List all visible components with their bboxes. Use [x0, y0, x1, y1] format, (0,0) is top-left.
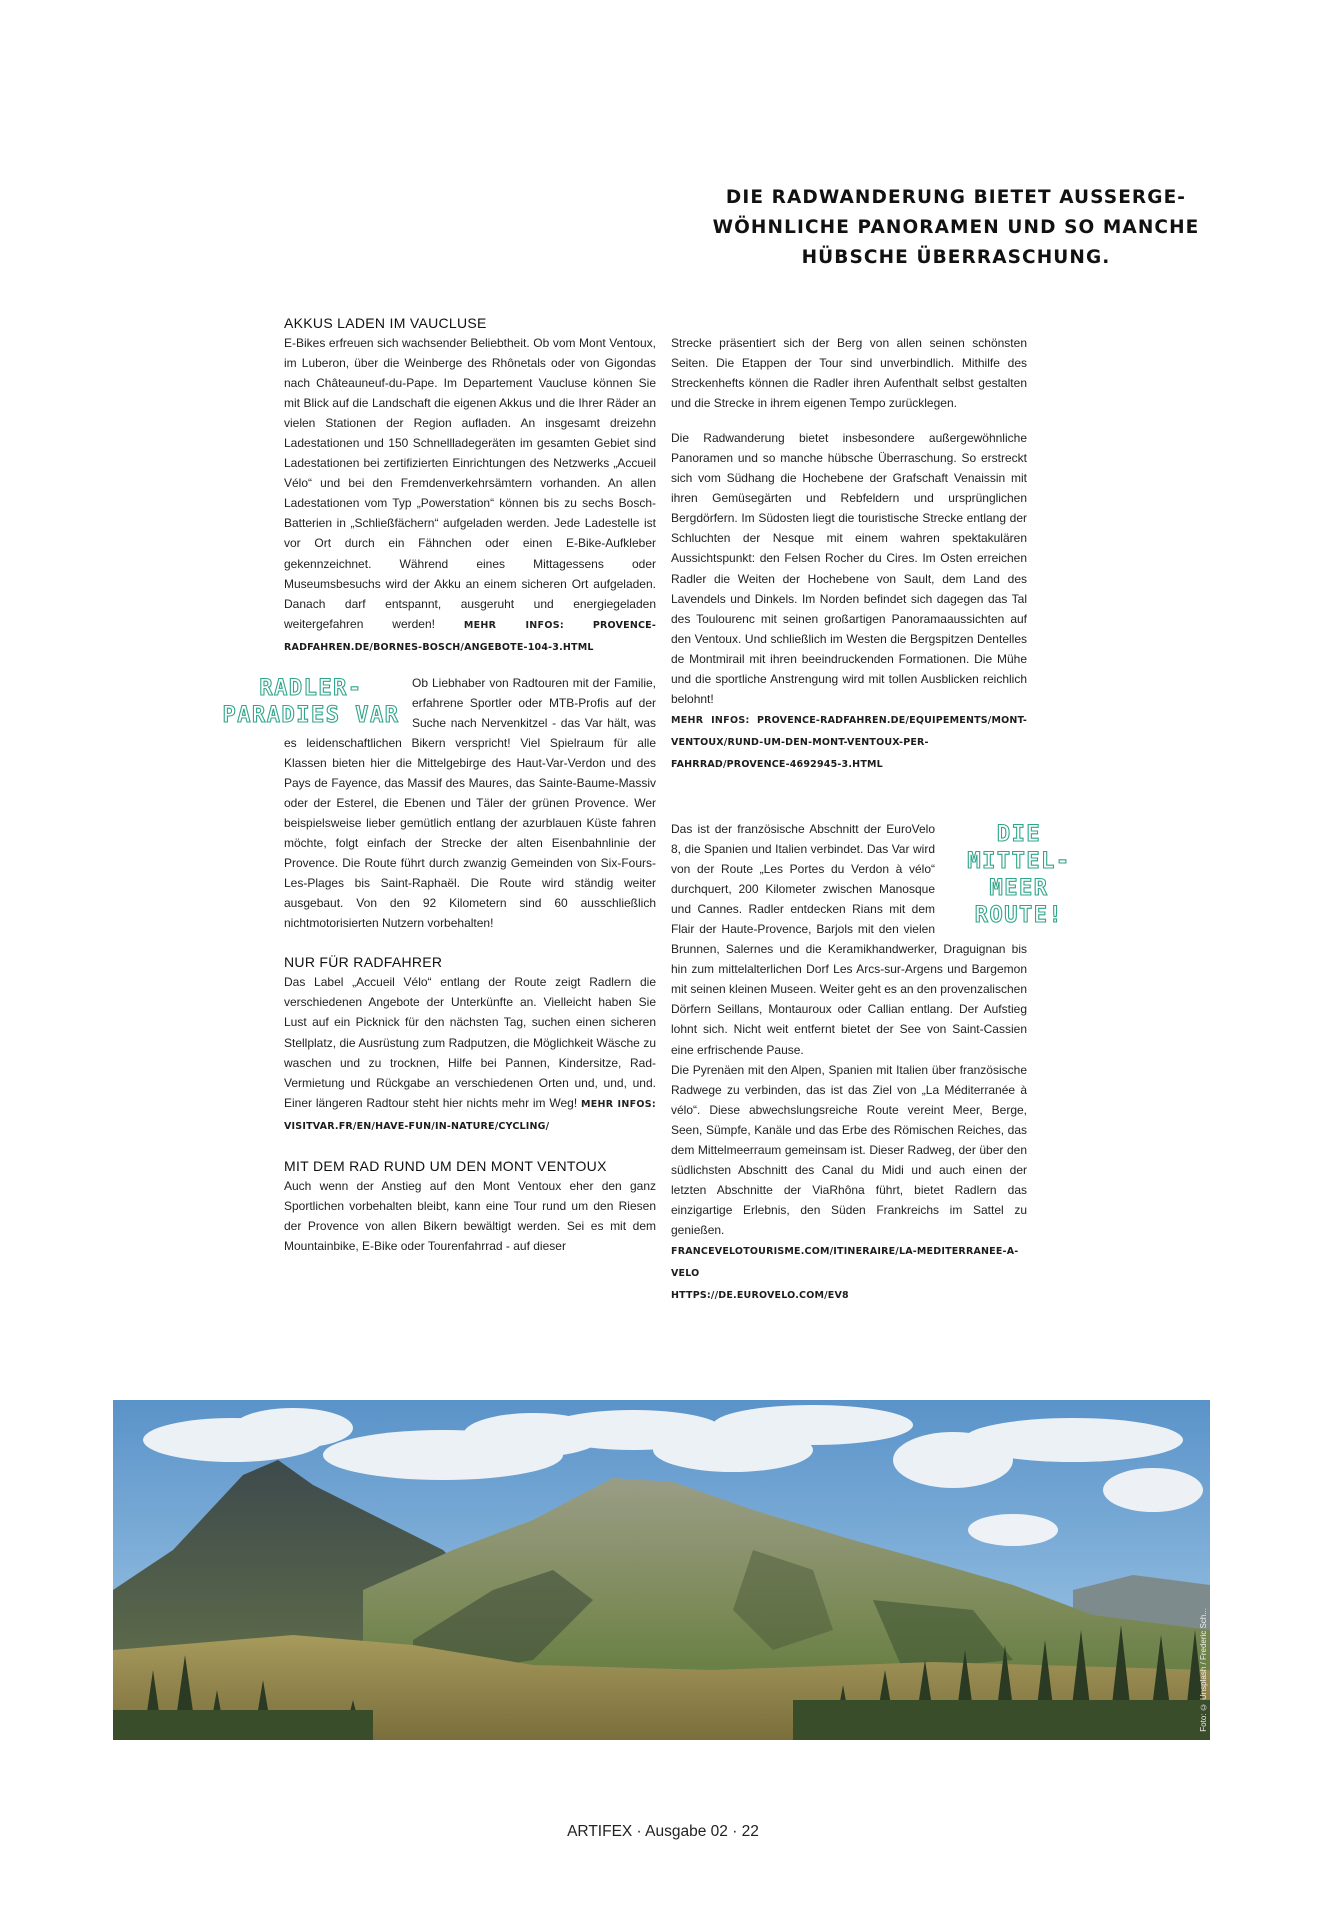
deco-heading-radler-paradies: RADLER- PARADIES VAR — [222, 675, 400, 728]
link-francevelotourisme[interactable]: FRANCEVELOTOURISME.COM/ITINERAIRE/LA-MEDITERRANEE-A-VELO — [671, 1245, 1019, 1280]
link-eurovelo-line — [671, 1284, 1027, 1306]
spacer — [284, 933, 656, 953]
more-info-link-vaucluse[interactable]: PROVENCE-RADFAHREN.DE/BORNES-BOSCH/ANGEBOTE-104-3.HTML — [284, 619, 656, 653]
section-body-ventoux-cont: Strecke präsentiert sich der Berg von allen seinen schönsten Seiten. Die Etappen der Tour sind unverbindlich. Mithilfe des Streckenhefts können die Radler ihren Aufenthalt selbst gestalten und die Strecke in ihrem eigenen Tempo zurücklegen. — [671, 336, 1027, 411]
section-body-mittelmeer: DIE MITTEL- MEER ROUTE! Das ist der französische Abschnitt der EuroVelo 8, die Spanien und Italien verbindet. Das Var wird von der Route „Les Portes du Verdon à vélo“ durchquert, 200 Kilometer zwischen Manosque und Cannes. Radler entdecken Rians mit dem Flair der Haute-Provence, Barjols mit den vielen Brunnen, Salernes und die Keramikhandwerker, Draguignan bis hin zum mittelalterlichen Dorf Les Arcs-sur-Argens und Bargemon mit seinen kleinen Museen. Weiter geht es an den provenzalischen Dörfern Seillans, Montauroux oder Callian entlang. Der Aufstieg lohnt sich. Nicht weit entfernt bietet der See von Saint-Cassien eine erfrischende Pause. — [671, 819, 1027, 1060]
link-francevelo — [671, 1240, 1027, 1284]
link-eurovelo[interactable]: HTTPS://DE.EUROVELO.COM/EV8 — [671, 1290, 849, 1302]
section-body-vaucluse: E-Bikes erfreuen sich wachsender Beliebtheit. Ob vom Mont Ventoux, im Luberon, über die Weinberge des Rhônetals oder von Gigondas nach Châteauneuf-du-Pape. Im Departement Vaucluse können Sie mit Blick auf die Landschaft die eigenen Akkus und die Ihrer Räder an vielen Stationen der Region aufladen. An insgesamt dreizehn Ladestationen und 150 Schnellladegeräten im gesamten Gebiet sind Ladestationen bei zertifizierten Einrichtungen des Netzwerks „Accueil Vélo“ und bei den Fremdenverkehrsämtern vorhanden. An allen Ladestationen vom Typ „Powerstation“ können bis zu sechs Bosch-Batterien in „Schließfächern“ aufgeladen werden. Jede Ladestelle ist vor Ort durch ein Fähnchen oder einen E-Bike-Aufkleber gekennzeichnet. Während eines Mittagessens oder Museumsbesuchs wird der Akku an einem sicheren Ort aufgeladen. Danach darf entspannt, ausgeruht und energiegeladen weitergefahren werden! MEHR INFOS: PROVENCE-RADFAHREN.DE/BORNES-BOSCH/ANGEBOTE-104-3.HTML — [284, 336, 656, 653]
section-body-ventoux-panorama: Die Radwanderung bietet insbesondere außergewöhnliche Panoramen und so manche hübsche Überraschung. So erstreckt sich vom Südhang die Hochebene der Grafschaft Venaissin mit ihren Gemüsegärten und Rebfeldern und ursprünglichen Bergdörfern. Im Südosten liegt die touristische Strecke entlang der Schluchten der Nesque mit einem wahren spektakulären Aussichtspunkt: den Felsen Rocher du Cires. Im Osten erreichen Radler die Weiten der Hochebene von Sault, dem Land des Lavendels und Dinkels. Im Norden befindet sich dagegen das Tal des Toulourenc mit seinen großartigen Panoramaaussichten auf den Ventoux. Und schließlich im Westen die Bergspitzen Dentelles de Montmirail mit ihren beeindruckenden Formationen. Die Mühe und die sportliche Anstrengung wird mit tollen Ausblicken reichlich belohnt! — [671, 431, 1027, 706]
more-info-label: MEHR INFOS: — [581, 1098, 656, 1110]
page-footer: ARTIFEX · Ausgabe 02 · 22 — [567, 1823, 759, 1840]
spacer — [671, 413, 1027, 428]
section-body-var: RADLER- PARADIES VAR Ob Liebhaber von Radtouren mit der Familie, erfahrene Sportler oder MTB-Profis auf der Suche nach Nervenkitzel - das Var hält, was es leidenschaftlichen Bikern verspricht! Viel Spielraum für alle Klassen bieten hier die Mittelgebirge des Haut-Var-Verdon und des Pays de Fayence, das Massif des Maures, das Sainte-Baume-Massiv oder der Esterel, die Ebenen und Täler der grünen Provence. Wer beispielsweise lieber gemütlich entlang der azurblauen Küste fahren möchte, folgt einfach der Strecke der alten Eisenbahnlinie der Provence. Die Route führt durch zwanzig Gemeinden von Six-Fours-Les-Plages bis Saint-Raphaël. Die Route wird ständig weiter ausgebaut. Von den 92 Kilometern sind 60 ausschließlich nichtmotorisierten Nutzern vorbehalten! — [222, 675, 656, 931]
section-heading-vaucluse: AKKUS LADEN IM VAUCLUSE — [284, 315, 487, 331]
spacer — [284, 658, 656, 673]
spacer — [671, 775, 1027, 819]
pull-quote — [696, 183, 1216, 273]
section-heading-radfahrer: NUR FÜR RADFAHRER — [284, 954, 443, 971]
spacer — [284, 1137, 656, 1157]
more-info-link-visitvar[interactable]: VISITVAR.FR/EN/HAVE-FUN/IN-NATURE/CYCLING/ — [284, 1120, 550, 1132]
photo-credit: Foto: © Unsplash / Frederic Sch... — [1199, 1608, 1208, 1732]
article-column-right — [671, 333, 1071, 1306]
pull-quote-line: HÜBSCHE ÜBERRASCHUNG. — [801, 247, 1111, 268]
section-body-radfahrer: Das Label „Accueil Vélo“ entlang der Route zeigt Radlern die verschiedenen Angebote der Unterkünfte an. Vielleicht haben Sie Lust auf ein Picknick für den nächsten Tag, suchen einen sicheren Stellplatz, die Ausrüstung zum Radputzen, die Möglichkeit Wäsche zu waschen und zu trocknen, Hilfe bei Pannen, Kindersitze, Rad-Vermietung und Rückgabe an verschiedenen Orten und, und, und. Einer längeren Radtour steht hier nichts mehr im Weg! MEHR INFOS: VISITVAR.FR/EN/HAVE-FUN/IN-NATURE/CYCLING/ — [284, 975, 656, 1132]
more-info-link-ventoux[interactable]: PROVENCE-RADFAHREN.DE/EQUIPEMENTS/MONT-VENTOUX/RUND-UM-DEN-MONT-VENTOUX-PER-FAHRRAD/PROVENCE-4692945-3.HTML — [671, 714, 1027, 770]
mountain-landscape-photo — [113, 1400, 1210, 1740]
more-info-label: MEHR INFOS: — [463, 619, 564, 631]
more-info-label: MEHR INFOS: — [671, 714, 750, 726]
article-column-left — [222, 314, 656, 1256]
deco-heading-mittelmeer-route: DIE MITTEL- MEER ROUTE! — [967, 821, 1071, 928]
section-body-ventoux-start: Auch wenn der Anstieg auf den Mont Ventoux eher den ganz Sportlichen vorbehalten bleibt, kann eine Tour rund um den Riesen der Provence von allen Bikern bewältigt werden. Sei es mit dem Mountainbike, E-Bike oder Tourenfahrrad - auf dieser — [284, 1178, 656, 1253]
pull-quote-line: WÖHNLICHE PANORAMEN UND SO MANCHE — [712, 217, 1200, 238]
section-heading-ventoux: MIT DEM RAD RUND UM DEN MONT VENTOUX — [284, 1157, 607, 1174]
pull-quote-line: DIE RADWANDERUNG BIETET AUSSERGE- — [725, 187, 1187, 208]
section-body-mittelmeer-2: Die Pyrenäen mit den Alpen, Spanien mit Italien über französische Radwege zu verbinden, das ist das Ziel von „La Méditerranée à vélo“. Diese abwechslungsreiche Route vereint Meer, Berge, Seen, Sümpfe, Kanäle und das Erbe des Römischen Reiches, das dem Mittelmeerraum gemeinsam ist. Dieser Radweg, der über den südlichsten Abschnitt des Canal du Midi und auch einen der letzten Abschnitte der ViaRhôna führt, bietet Radlern das einzigartige Erlebnis, den Süden Frankreichs im Sattel zu genießen. — [671, 1062, 1027, 1237]
mountain-illustration — [113, 1400, 1210, 1740]
more-info-ventoux — [671, 709, 1027, 775]
